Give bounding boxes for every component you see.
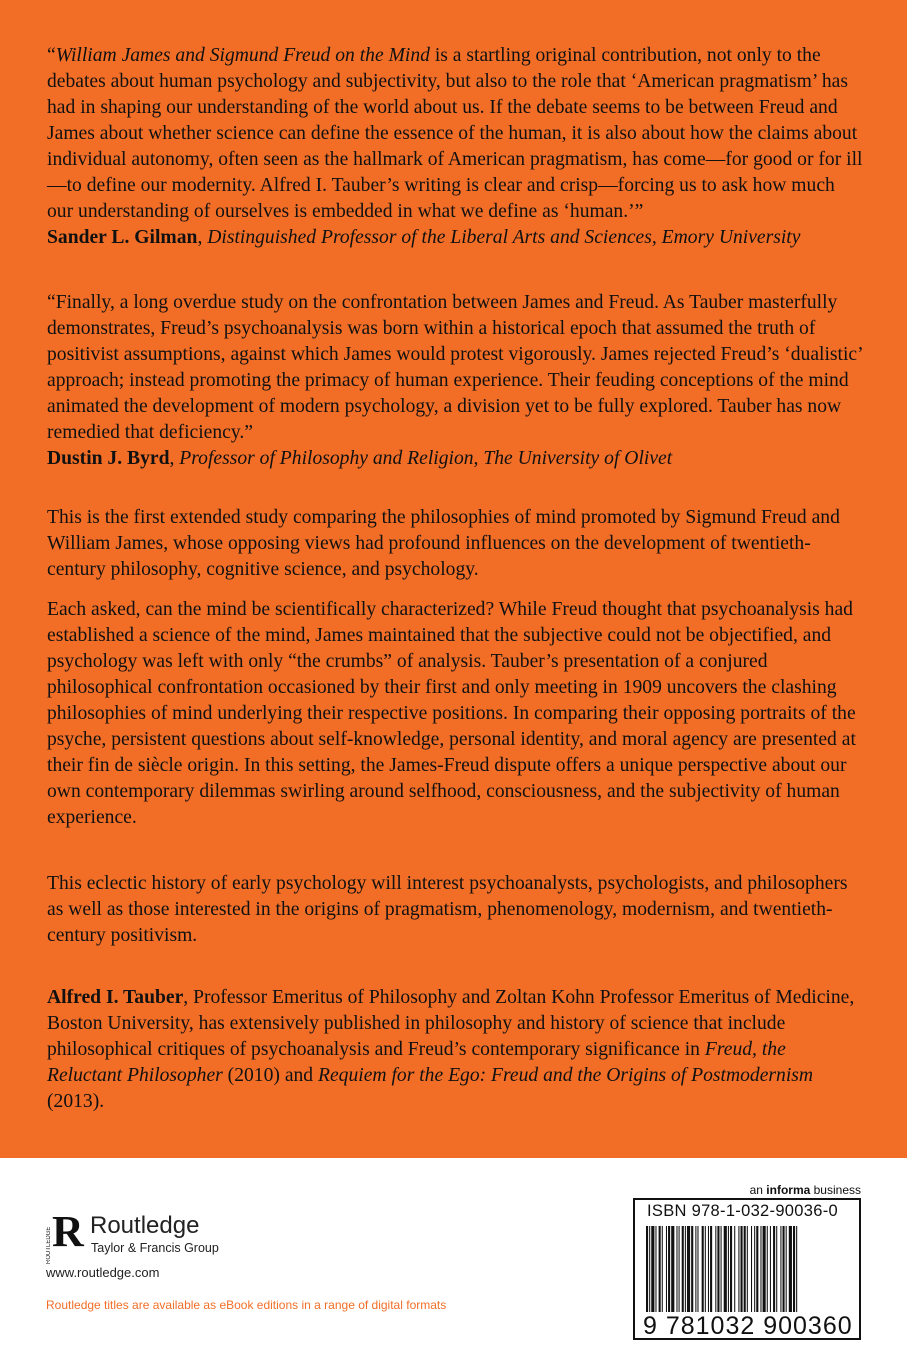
description-paragraph-2: Each asked, can the mind be scientifically characterized? While Freud thought that psychoanalysis had established a science of the mind, James maintained that the subjective could not be objectified, and psychology was left with only “the crumbs” of analysis. Tauber’s presentation of a conjured philosophical confrontation occasioned by their first and only meeting in 1909 uncovers the clashing philosophies of mind underlying their respective positions. In comparing their opposing portraits of the psyche, persistent questions about self-knowledge, personal identity, and moral agency are presented at their fin de siècle origin. In this setting, the James-Freud dispute offers a unique perspective about our own contemporary dilemmas swirling around selfhood, consciousness, and the subjectivity of human experience. bbox=[47, 599, 856, 828]
blurb-gilman bbox=[47, 43, 865, 251]
barcode-bar bbox=[783, 1226, 785, 1312]
barcode-bar bbox=[780, 1226, 781, 1312]
blurb-quote-mark: “ bbox=[47, 45, 56, 66]
blurb-author: Sander L. Gilman bbox=[47, 227, 198, 248]
barcode-bar bbox=[659, 1226, 661, 1312]
publisher-group: Taylor & Francis Group bbox=[91, 1241, 219, 1255]
barcode-bar bbox=[651, 1226, 654, 1312]
barcode-bar bbox=[646, 1226, 648, 1312]
description-paragraph-3: This eclectic history of early psychology will interest psychoanalysts, psychologists, and philosophers as well as those interested in the origins of pragmatism, phenomenology, modernism, and twentieth-century positivism. bbox=[47, 873, 848, 946]
blurb-author: Dustin J. Byrd bbox=[47, 448, 170, 469]
barcode-number: 9 781032 900360 bbox=[643, 1312, 853, 1340]
barcode-bar bbox=[666, 1226, 667, 1312]
barcode-bar bbox=[676, 1226, 677, 1312]
barcode-bar bbox=[662, 1226, 663, 1312]
isbn-label: ISBN 978-1-032-90036-0 bbox=[647, 1202, 838, 1220]
barcode-bar bbox=[721, 1226, 722, 1312]
barcode-bar bbox=[710, 1226, 712, 1312]
barcode-bar bbox=[687, 1226, 690, 1312]
barcode-bar bbox=[747, 1226, 748, 1312]
author-bio bbox=[47, 985, 865, 1115]
barcode-bar bbox=[756, 1226, 758, 1312]
publisher-url[interactable]: www.routledge.com bbox=[46, 1265, 160, 1280]
author-name: Alfred I. Tauber bbox=[47, 987, 184, 1008]
barcode-bar bbox=[708, 1226, 709, 1312]
publisher-name: Routledge bbox=[90, 1212, 200, 1239]
blurb-book-title: William James and Sigmund Freud on the Mind bbox=[55, 45, 430, 66]
barcode-bar bbox=[754, 1226, 755, 1312]
barcode-bar bbox=[702, 1226, 704, 1312]
barcode-bar bbox=[668, 1226, 670, 1312]
description-paragraph-1: This is the first extended study comparing the philosophies of mind promoted by Sigmund Freud and William James, whose opposing views had profound influences on the development of twentieth-century philosophy, cognitive science, and psychology. bbox=[47, 507, 840, 580]
author-bio-text: (2013). bbox=[47, 1091, 105, 1112]
logo-letter: R bbox=[52, 1207, 84, 1256]
author-bio-text: (2010) and bbox=[222, 1065, 319, 1086]
barcode-bar bbox=[751, 1226, 752, 1312]
ebook-note: Routledge titles are available as eBook editions in a range of digital formats bbox=[46, 1298, 447, 1312]
barcode-bar bbox=[760, 1226, 761, 1312]
barcode-bar bbox=[695, 1226, 696, 1312]
barcode-bar bbox=[715, 1226, 716, 1312]
blurb-quote-text: “Finally, a long overdue study on the confrontation between James and Freud. As Tauber masterfully demonstrates, Freud’s psychoanalysis was born within a historical epoch that assumed the truth of positivist assumptions, against which James would protest vigorously. James rejected Freud’s ‘dualistic’ approach; instead promoting the primacy of human experience. Their feuding conceptions of the mind animated the development of modern psychology, a division yet to be fully explored. Tauber has now remedied that deficiency.” bbox=[47, 292, 863, 443]
barcode-bar bbox=[763, 1226, 766, 1312]
author-book-title: Requiem for the Ego: Freud and the Origins of Postmodernism bbox=[318, 1065, 814, 1086]
blurb-affiliation: Professor of Philosophy and Religion, The University of Olivet bbox=[179, 448, 673, 469]
barcode-bar bbox=[671, 1226, 674, 1312]
barcode-bar bbox=[776, 1226, 777, 1312]
barcode-bar bbox=[697, 1226, 698, 1312]
barcode-bar bbox=[770, 1226, 771, 1312]
blurb-attribution: Dustin J. Byrd, Professor of Philosophy and Religion, The University of Olivet bbox=[47, 448, 673, 469]
barcode-bar bbox=[741, 1226, 743, 1312]
logo-vertical-text: ROUTLEDGE bbox=[46, 1226, 52, 1264]
barcode-bar bbox=[734, 1226, 735, 1312]
barcode-bar bbox=[685, 1226, 686, 1312]
barcode-bar bbox=[789, 1226, 792, 1312]
barcode-bar bbox=[786, 1226, 787, 1312]
barcode-bar bbox=[773, 1226, 775, 1312]
barcode-bar bbox=[655, 1226, 656, 1312]
informa-business-label: an informa business bbox=[749, 1183, 861, 1197]
blurb-affiliation: Distinguished Professor of the Liberal Arts and Sciences, Emory University bbox=[207, 227, 801, 248]
barcode-bar bbox=[744, 1226, 746, 1312]
routledge-logo-icon bbox=[46, 1206, 86, 1266]
barcode-bar bbox=[682, 1226, 684, 1312]
barcode-bar bbox=[738, 1226, 739, 1312]
barcode-bar bbox=[705, 1226, 706, 1312]
barcode-bar bbox=[649, 1226, 650, 1312]
author-book-title: Freud, the Reluctant Philosopher bbox=[47, 1039, 786, 1086]
barcode-icon bbox=[646, 1226, 850, 1312]
barcode-bar bbox=[679, 1226, 680, 1312]
isbn-barcode-box bbox=[633, 1198, 861, 1340]
barcode-bar bbox=[728, 1226, 729, 1312]
barcode-bar bbox=[767, 1226, 768, 1312]
barcode-bar bbox=[796, 1226, 797, 1312]
barcode-bar bbox=[691, 1226, 693, 1312]
author-bio-text: , Professor Emeritus of Philosophy and Zoltan Kohn Professor Emeritus of Medicine, Boston University, has extensively published in philosophy and history of science that include philosophical critiques of psychoanalysis and Freud’s contemporary significance in bbox=[47, 987, 855, 1060]
barcode-bar bbox=[730, 1226, 732, 1312]
blurb-attribution: Sander L. Gilman, Distinguished Professor of the Liberal Arts and Sciences, Emory University bbox=[47, 227, 801, 248]
blurb-byrd bbox=[47, 290, 865, 472]
back-cover-footer bbox=[0, 1158, 907, 1360]
barcode-bar bbox=[724, 1226, 727, 1312]
blurb-quote-text: is a startling original contribution, not only to the debates about human psychology and subjectivity, but also to the role that ‘American pragmatism’ has had in shaping our understanding of the world about us. If the debate seems to be between Freud and James about whether science can define the essence of the human, it is also about how the claims about individual autonomy, often seen as the hallmark of American pragmatism, has come—for good or for ill—to define our modernity. Alfred I. Tauber’s writing is clear and crisp—forcing us to ask how much our understanding of ourselves is embedded in what we define as ‘human.’” bbox=[47, 45, 863, 222]
barcode-bar bbox=[717, 1226, 719, 1312]
barcode-bar bbox=[793, 1226, 795, 1312]
